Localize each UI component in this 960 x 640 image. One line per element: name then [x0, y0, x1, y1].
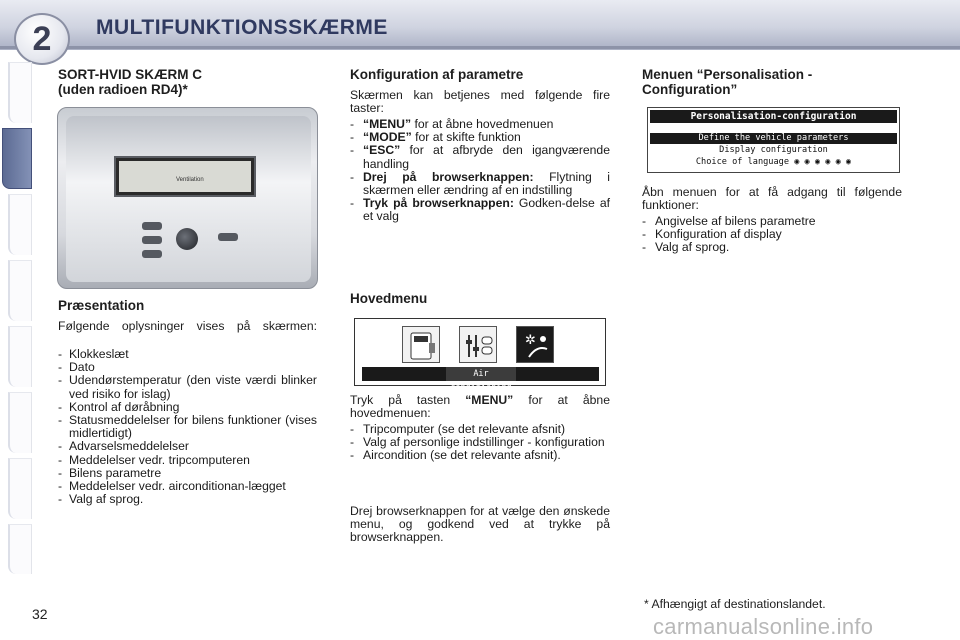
chapter-tab[interactable]: [8, 194, 32, 255]
svg-text:✲: ✲: [525, 333, 536, 348]
closing-paragraph: Drej browserknappen for at vælge den ønskede menu, og godkend ved at trykke på browserknappen.: [350, 504, 610, 545]
heading-line: SORT-HVID SKÆRM C: [58, 67, 203, 82]
radio-display: [114, 156, 256, 197]
radio-button: [142, 236, 162, 244]
key-item-rotate: [350, 171, 610, 197]
chapter-tab-active[interactable]: [2, 128, 32, 189]
list-item: - Angivelse af bilens parametre: [642, 215, 902, 228]
watermark: carmanualsonline.info: [653, 614, 874, 639]
personalisation-list: [642, 215, 902, 255]
key-label: “ESC”: [363, 143, 401, 158]
chapter-tabs: [0, 62, 34, 577]
menu-intro-key: “MENU”: [465, 393, 514, 407]
section-heading-screen-c: [58, 67, 202, 97]
key-desc: for at skifte funktion: [411, 130, 521, 145]
key-list: [350, 118, 610, 224]
config-heading: Konfiguration af parametre: [350, 67, 524, 82]
main-menu-heading: Hovedmenu: [350, 291, 428, 306]
screen-row: Display configuration: [719, 145, 828, 155]
footnote: * Afhængigt af destinationslandet.: [644, 597, 826, 611]
chapter-tab[interactable]: [8, 326, 32, 387]
key-label: “MODE”: [363, 130, 412, 145]
presentation-intro: Følgende oplysninger vises på skærmen:: [58, 319, 317, 333]
radio-button: [142, 250, 162, 258]
menu-bar-label: Air conditioning: [446, 367, 516, 381]
personalisation-heading: [642, 67, 812, 97]
chapter-tab[interactable]: [8, 260, 32, 321]
key-item-press: [350, 197, 610, 223]
key-desc: Flytning i skærmen eller ændring af en indstilling: [363, 169, 610, 198]
list-item: - Meddelelser vedr. tripcomputeren: [58, 454, 317, 467]
list-item: - Bilens parametre: [58, 467, 317, 480]
list-item: - Tripcomputer (se det relevante afsnit): [350, 423, 610, 436]
presentation-list: [58, 348, 317, 506]
page-number: 32: [32, 606, 48, 622]
list-item: - Statusmeddelelser for bilens funktioner (vises midlertidigt): [58, 414, 317, 440]
chapter-badge: [14, 13, 70, 65]
heading-line: Configuration”: [642, 82, 738, 97]
key-desc: for at åbne hovedmenuen: [411, 117, 554, 131]
menu-selection-bar: [362, 367, 599, 393]
list-item: - Dato: [58, 361, 317, 374]
tripcomputer-icon: [402, 326, 440, 363]
key-label: Drej på browserknappen:: [363, 169, 534, 184]
radio-button: [142, 222, 162, 230]
key-desc: for at afbryde den igangværende handling: [363, 143, 610, 171]
menu-intro-post: for at åbne hovedmenuen:: [350, 393, 610, 421]
menu-intro: [350, 394, 610, 420]
screen-row-selected: Define the vehicle parameters: [650, 133, 897, 144]
main-menu-list: [350, 423, 610, 463]
chapter-number: 2: [32, 19, 52, 58]
radio-button: [218, 233, 238, 241]
list-item: - Udendørstemperatur (den viste værdi blinker ved risiko for islag): [58, 374, 317, 400]
radio-display-text: Ventilation: [176, 177, 204, 183]
page-title: MULTIFUNKTIONSSKÆRME: [96, 16, 388, 39]
list-item: - Kontrol af døråbning: [58, 401, 317, 414]
language-flags-icon: ◉ ◉ ◉ ◉ ◉ ◉: [789, 157, 852, 167]
personalisation-intro: Åbn menuen for at få adgang til følgende funktioner:: [642, 185, 902, 213]
header-divider: [0, 46, 960, 49]
key-label: “MENU”: [363, 117, 412, 131]
presentation-heading: Præsentation: [58, 298, 145, 313]
key-label: Tryk på browserknappen:: [363, 196, 514, 211]
screen-row: [650, 157, 897, 168]
language-row-label: Choice of language: [695, 157, 790, 167]
key-desc: Godken-delse af et valg: [363, 196, 610, 224]
list-item: - Meddelelser vedr. airconditionan-lægget: [58, 480, 317, 493]
heading-line: (uden radioen RD4)*: [58, 82, 188, 97]
chapter-tab[interactable]: [8, 62, 32, 123]
screen-title: Personalisation-configuration: [650, 110, 897, 123]
list-item: - Valg af sprog.: [642, 241, 902, 254]
list-item: - Aircondition (se det relevante afsnit).: [350, 449, 610, 462]
config-intro: Skærmen kan betjenes med følgende fire taster:: [350, 88, 610, 116]
chapter-tab[interactable]: [8, 524, 32, 574]
list-item: - Advarselsmeddelelser: [58, 440, 317, 453]
personalisation-screen-image: [647, 107, 900, 173]
air-conditioning-icon: [516, 326, 554, 363]
radio-bezel: [66, 116, 311, 282]
chapter-tab[interactable]: [8, 458, 32, 519]
heading-line: Menuen “Personalisation -: [642, 67, 813, 82]
list-item: - Konfiguration af display: [642, 228, 902, 241]
settings-icon: [459, 326, 497, 363]
list-item: - Valg af personlige indstillinger - konfiguration: [350, 436, 610, 449]
list-item: - Klokkeslæt: [58, 348, 317, 361]
main-menu-screen-image: [354, 318, 606, 393]
browser-knob-icon: [176, 228, 198, 250]
menu-intro-pre: Tryk på tasten: [350, 393, 466, 407]
radio-panel-image: [57, 107, 318, 289]
key-item-esc: [350, 144, 610, 170]
list-item: - Valg af sprog.: [58, 493, 317, 506]
chapter-tab[interactable]: [8, 392, 32, 453]
